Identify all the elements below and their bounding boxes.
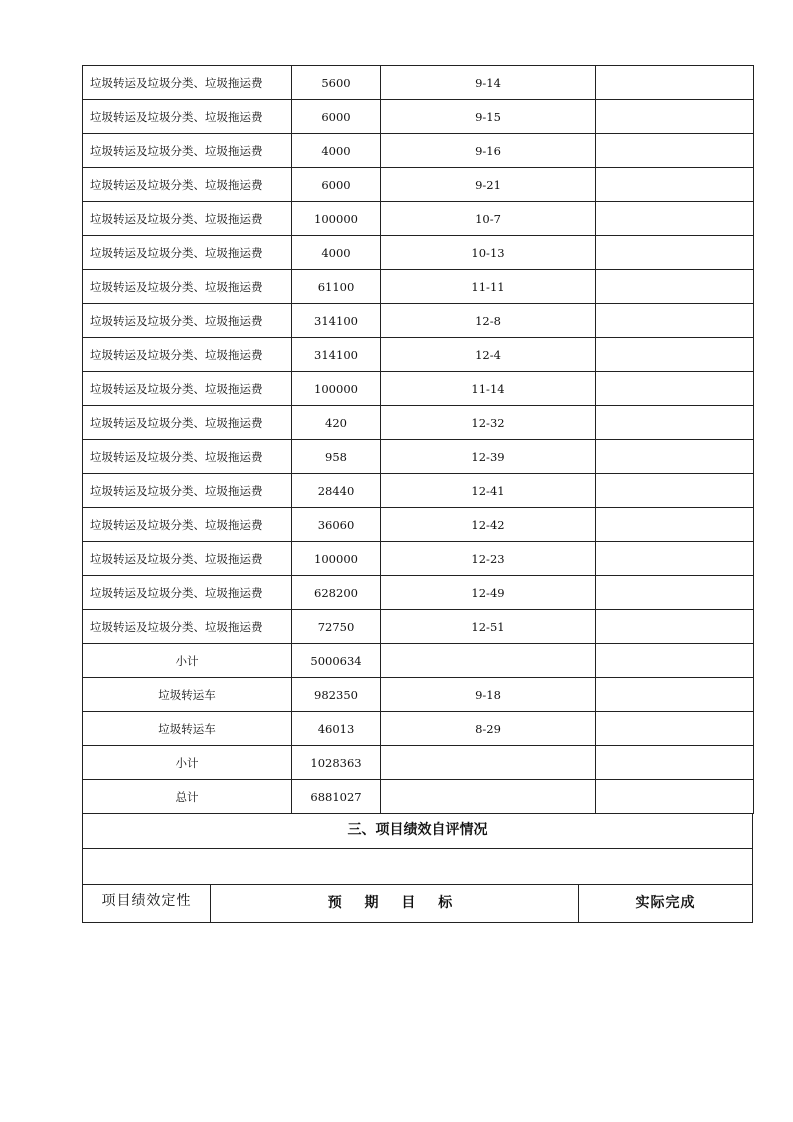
reference-cell bbox=[381, 644, 596, 678]
table-row bbox=[83, 168, 754, 202]
amount-cell: 314100 bbox=[292, 304, 381, 338]
note-cell bbox=[596, 168, 754, 202]
amount-cell: 5000634 bbox=[292, 644, 381, 678]
note-cell bbox=[596, 542, 754, 576]
reference-cell: 8-29 bbox=[381, 712, 596, 746]
amount-cell: 100000 bbox=[292, 202, 381, 236]
reference-cell: 9-21 bbox=[381, 168, 596, 202]
amount-cell: 5600 bbox=[292, 66, 381, 100]
reference-cell: 9-18 bbox=[381, 678, 596, 712]
table-row bbox=[83, 66, 754, 100]
amount-cell: 100000 bbox=[292, 542, 381, 576]
item-cell: 垃圾转运及垃圾分类、垃圾拖运费 bbox=[83, 134, 292, 168]
amount-cell: 4000 bbox=[292, 236, 381, 270]
note-cell bbox=[596, 100, 754, 134]
reference-cell: 9-14 bbox=[381, 66, 596, 100]
table-row bbox=[83, 304, 754, 338]
note-cell bbox=[596, 780, 754, 814]
table-row bbox=[83, 338, 754, 372]
note-cell bbox=[596, 338, 754, 372]
amount-cell: 420 bbox=[292, 406, 381, 440]
note-cell bbox=[596, 746, 754, 780]
table-row bbox=[83, 610, 754, 644]
reference-cell: 10-13 bbox=[381, 236, 596, 270]
blank-row bbox=[82, 849, 753, 885]
amount-cell: 28440 bbox=[292, 474, 381, 508]
amount-cell: 6000 bbox=[292, 100, 381, 134]
table-row bbox=[83, 440, 754, 474]
amount-cell: 46013 bbox=[292, 712, 381, 746]
amount-cell: 1028363 bbox=[292, 746, 381, 780]
note-cell bbox=[596, 678, 754, 712]
performance-qualitative-cell bbox=[83, 885, 211, 922]
item-cell: 垃圾转运车 bbox=[83, 712, 292, 746]
item-cell: 垃圾转运及垃圾分类、垃圾拖运费 bbox=[83, 508, 292, 542]
item-cell: 小计 bbox=[83, 644, 292, 678]
actual-completion-header: 实际完成 bbox=[635, 895, 696, 911]
reference-cell: 10-7 bbox=[381, 202, 596, 236]
item-cell: 垃圾转运及垃圾分类、垃圾拖运费 bbox=[83, 270, 292, 304]
item-cell: 垃圾转运车 bbox=[83, 678, 292, 712]
expense-table bbox=[82, 65, 754, 814]
table-row bbox=[83, 644, 754, 678]
table-row bbox=[83, 508, 754, 542]
table-row bbox=[83, 474, 754, 508]
item-cell: 垃圾转运及垃圾分类、垃圾拖运费 bbox=[83, 100, 292, 134]
note-cell bbox=[596, 644, 754, 678]
reference-cell: 12-41 bbox=[381, 474, 596, 508]
performance-header-row bbox=[82, 885, 753, 923]
item-cell: 垃圾转运及垃圾分类、垃圾拖运费 bbox=[83, 168, 292, 202]
note-cell bbox=[596, 610, 754, 644]
item-cell: 垃圾转运及垃圾分类、垃圾拖运费 bbox=[83, 406, 292, 440]
table-row bbox=[83, 576, 754, 610]
note-cell bbox=[596, 406, 754, 440]
note-cell bbox=[596, 236, 754, 270]
reference-cell: 9-15 bbox=[381, 100, 596, 134]
note-cell bbox=[596, 712, 754, 746]
reference-cell: 12-49 bbox=[381, 576, 596, 610]
section-title: 三、项目绩效自评情况 bbox=[82, 813, 753, 849]
item-cell: 垃圾转运及垃圾分类、垃圾拖运费 bbox=[83, 236, 292, 270]
table-row bbox=[83, 406, 754, 440]
item-cell: 垃圾转运及垃圾分类、垃圾拖运费 bbox=[83, 610, 292, 644]
table-row bbox=[83, 134, 754, 168]
table-row bbox=[83, 678, 754, 712]
note-cell bbox=[596, 304, 754, 338]
amount-cell: 958 bbox=[292, 440, 381, 474]
item-cell: 垃圾转运及垃圾分类、垃圾拖运费 bbox=[83, 440, 292, 474]
item-cell: 小计 bbox=[83, 746, 292, 780]
amount-cell: 100000 bbox=[292, 372, 381, 406]
reference-cell: 12-32 bbox=[381, 406, 596, 440]
expected-target-header: 预 期 目 标 bbox=[211, 885, 579, 922]
amount-cell: 36060 bbox=[292, 508, 381, 542]
table-row bbox=[83, 236, 754, 270]
item-cell: 垃圾转运及垃圾分类、垃圾拖运费 bbox=[83, 66, 292, 100]
reference-cell: 12-8 bbox=[381, 304, 596, 338]
item-cell: 垃圾转运及垃圾分类、垃圾拖运费 bbox=[83, 338, 292, 372]
amount-cell: 72750 bbox=[292, 610, 381, 644]
item-cell: 垃圾转运及垃圾分类、垃圾拖运费 bbox=[83, 202, 292, 236]
table-row bbox=[83, 712, 754, 746]
item-cell: 总计 bbox=[83, 780, 292, 814]
reference-cell: 12-39 bbox=[381, 440, 596, 474]
reference-cell: 12-4 bbox=[381, 338, 596, 372]
reference-cell: 9-16 bbox=[381, 134, 596, 168]
reference-cell: 12-23 bbox=[381, 542, 596, 576]
table-row bbox=[83, 542, 754, 576]
note-cell bbox=[596, 202, 754, 236]
reference-cell: 12-42 bbox=[381, 508, 596, 542]
item-cell: 垃圾转运及垃圾分类、垃圾拖运费 bbox=[83, 576, 292, 610]
amount-cell: 61100 bbox=[292, 270, 381, 304]
item-cell: 垃圾转运及垃圾分类、垃圾拖运费 bbox=[83, 474, 292, 508]
note-cell bbox=[596, 372, 754, 406]
reference-cell bbox=[381, 746, 596, 780]
note-cell bbox=[596, 270, 754, 304]
table-row bbox=[83, 372, 754, 406]
note-cell bbox=[596, 66, 754, 100]
note-cell bbox=[596, 508, 754, 542]
note-cell bbox=[596, 576, 754, 610]
table-row bbox=[83, 780, 754, 814]
table-row bbox=[83, 202, 754, 236]
item-cell: 垃圾转运及垃圾分类、垃圾拖运费 bbox=[83, 372, 292, 406]
item-cell: 垃圾转运及垃圾分类、垃圾拖运费 bbox=[83, 304, 292, 338]
note-cell bbox=[596, 440, 754, 474]
expense-table-body bbox=[83, 66, 754, 814]
note-cell bbox=[596, 134, 754, 168]
amount-cell: 4000 bbox=[292, 134, 381, 168]
amount-cell: 314100 bbox=[292, 338, 381, 372]
amount-cell: 6000 bbox=[292, 168, 381, 202]
performance-qualitative-label: 项目绩效定性 bbox=[101, 893, 192, 909]
reference-cell: 12-51 bbox=[381, 610, 596, 644]
item-cell: 垃圾转运及垃圾分类、垃圾拖运费 bbox=[83, 542, 292, 576]
reference-cell bbox=[381, 780, 596, 814]
table-row bbox=[83, 100, 754, 134]
amount-cell: 6881027 bbox=[292, 780, 381, 814]
note-cell bbox=[596, 474, 754, 508]
amount-cell: 628200 bbox=[292, 576, 381, 610]
amount-cell: 982350 bbox=[292, 678, 381, 712]
reference-cell: 11-11 bbox=[381, 270, 596, 304]
reference-cell: 11-14 bbox=[381, 372, 596, 406]
table-row bbox=[83, 746, 754, 780]
table-row bbox=[83, 270, 754, 304]
